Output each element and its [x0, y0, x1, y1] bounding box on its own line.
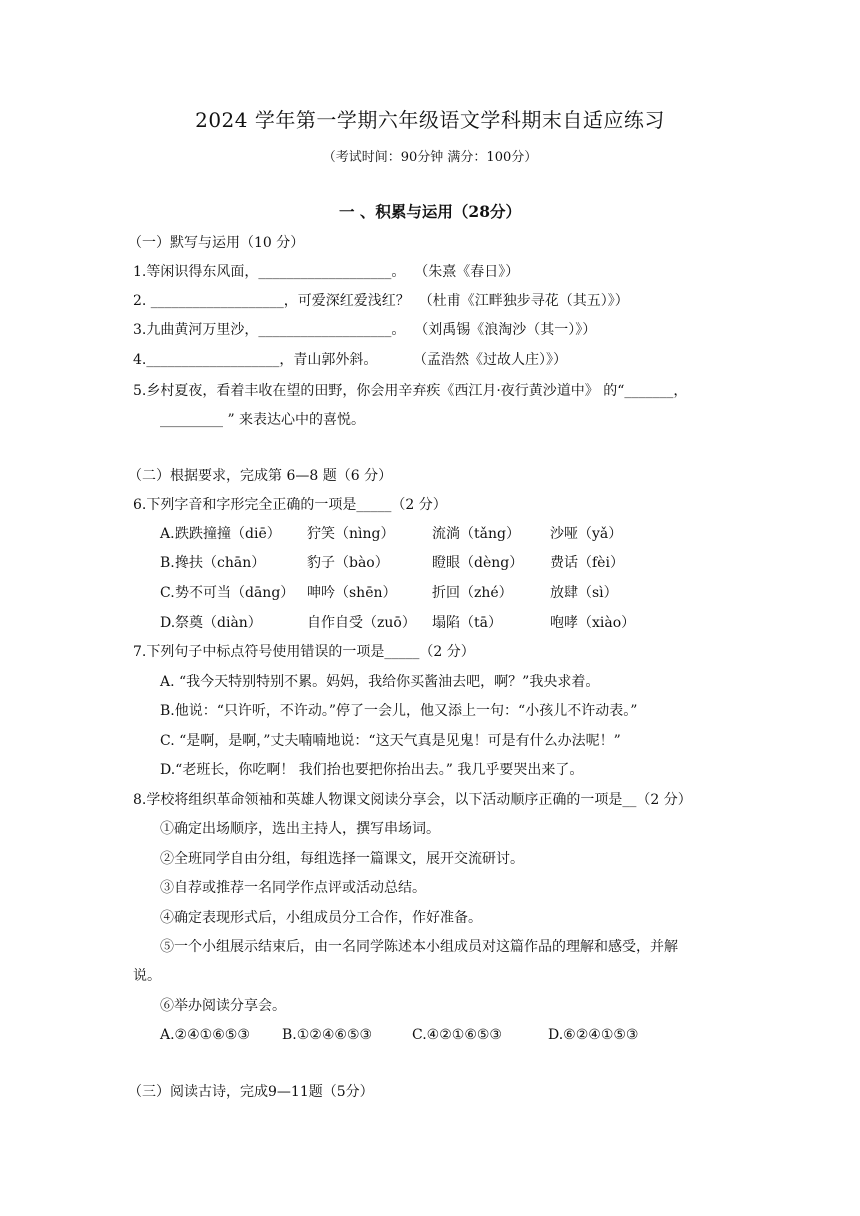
q8-answer-d: D.⑥②④①⑤③ — [548, 1027, 639, 1043]
question-8: 8.学校将组织革命领袖和英雄人物课文阅读分享会，以下活动顺序正确的一项是__（2 分） — [133, 792, 692, 808]
q8-step-5: ⑤一个小组展示结束后，由一名同学陈述本小组成员对这篇作品的理解和感受，并解 — [160, 939, 678, 955]
option-item: 流淌（tǎng） — [432, 526, 520, 542]
option-item: 塌陷（tā） — [432, 615, 502, 631]
section-heading-1: 一 、积累与运用（28分） — [339, 202, 521, 221]
option-item: 呻吟（shēn） — [307, 585, 397, 601]
q7-option-b: B.他说：“只许听，不许动。”停了一会儿，他又添上一句：“小孩儿不许动表。” — [160, 703, 638, 719]
option-item: 折回（zhé） — [432, 585, 513, 601]
question-3: 3.九曲黄河万里沙，___________________。 （刘禹锡《浪淘沙（其一）》） — [133, 322, 597, 338]
question-7: 7.下列句子中标点符号使用错误的一项是_____（2 分） — [133, 644, 475, 660]
part1-heading: （一）默写与运用（10 分） — [128, 235, 305, 251]
q7-option-a: A. “我今天特别特别不累。妈妈，我给你买酱油去吧，啊？”我央求着。 — [160, 674, 600, 690]
option-item: 搀扶（chān） — [175, 555, 266, 571]
question-5-line1: 5.乡村夏夜，看着丰收在望的田野，你会用辛弃疾《西江月·夜行黄沙道中》 的“_______， — [133, 383, 688, 399]
part3-heading: （三）阅读古诗，完成9—11题（5分） — [128, 1084, 374, 1100]
question-5-line2: _________ ” 来表达心中的喜悦。 — [160, 412, 366, 428]
option-letter: A. — [160, 526, 175, 542]
option-item: 沙哑（yǎ） — [550, 526, 623, 542]
q8-step-3: ③自荐或推荐一名同学作点评或活动总结。 — [160, 880, 426, 896]
option-letter: B. — [160, 555, 175, 571]
option-letter: D. — [160, 615, 176, 631]
exam-info: （考试时间：90分钟 满分：100分） — [322, 150, 538, 165]
option-item: 祭奠（diàn） — [175, 615, 262, 631]
page-title: 2024 学年第一学期六年级语文学科期末自适应练习 — [195, 108, 665, 132]
q8-answer-a: A.②④①⑥⑤③ — [160, 1027, 250, 1043]
option-item: 咆哮（xiào） — [550, 615, 636, 631]
option-item: 狞笑（nìng） — [307, 526, 395, 542]
q8-step-5-cont: 说。 — [133, 968, 161, 984]
option-item: 费话（fèi） — [550, 555, 624, 571]
option-item: 豹子（bào） — [307, 555, 389, 571]
q7-option-c: C. “是啊，是啊，”丈夫喃喃地说：“这天气真是见鬼！可是有什么办法呢！” — [160, 733, 621, 749]
q8-step-6: ⑥举办阅读分享会。 — [160, 998, 286, 1014]
option-item: 瞪眼（dèng） — [432, 555, 524, 571]
option-item: 放肆（sì） — [550, 585, 618, 601]
q8-answer-c: C.④②①⑥⑤③ — [412, 1027, 502, 1043]
q8-step-4: ④确定表现形式后，小组成员分工合作，作好准备。 — [160, 910, 482, 926]
question-6: 6.下列字音和字形完全正确的一项是_____（2 分） — [133, 497, 447, 513]
option-item: 自作自受（zuō） — [307, 615, 416, 631]
q8-step-1: ①确定出场顺序，选出主持人，撰写串场词。 — [160, 821, 440, 837]
part2-heading: （二）根据要求，完成第 6—8 题（6 分） — [128, 468, 393, 484]
question-2: 2. ___________________，可爱深红爱浅红？ （杜甫《江畔独步寻花（其五）》） — [133, 293, 629, 309]
option-letter: C. — [160, 585, 175, 601]
q7-option-d: D.“老班长，你吃啊！ 我们抬也要把你抬出去。” 我几乎要哭出来了。 — [160, 762, 584, 778]
option-item: 势不可当（dāng） — [175, 585, 295, 601]
question-4: 4.___________________，青山郭外斜。 （孟浩然《过故人庄）》） — [133, 352, 567, 368]
q8-step-2: ②全班同学自由分组，每组选择一篇课文，展开交流研讨。 — [160, 851, 524, 867]
q8-answer-b: B.①②④⑥⑤③ — [282, 1027, 373, 1043]
option-item: 跌跌撞撞（diē） — [175, 526, 281, 542]
question-1: 1.等闲识得东风面，___________________。 （朱熹《春日》） — [133, 264, 520, 280]
